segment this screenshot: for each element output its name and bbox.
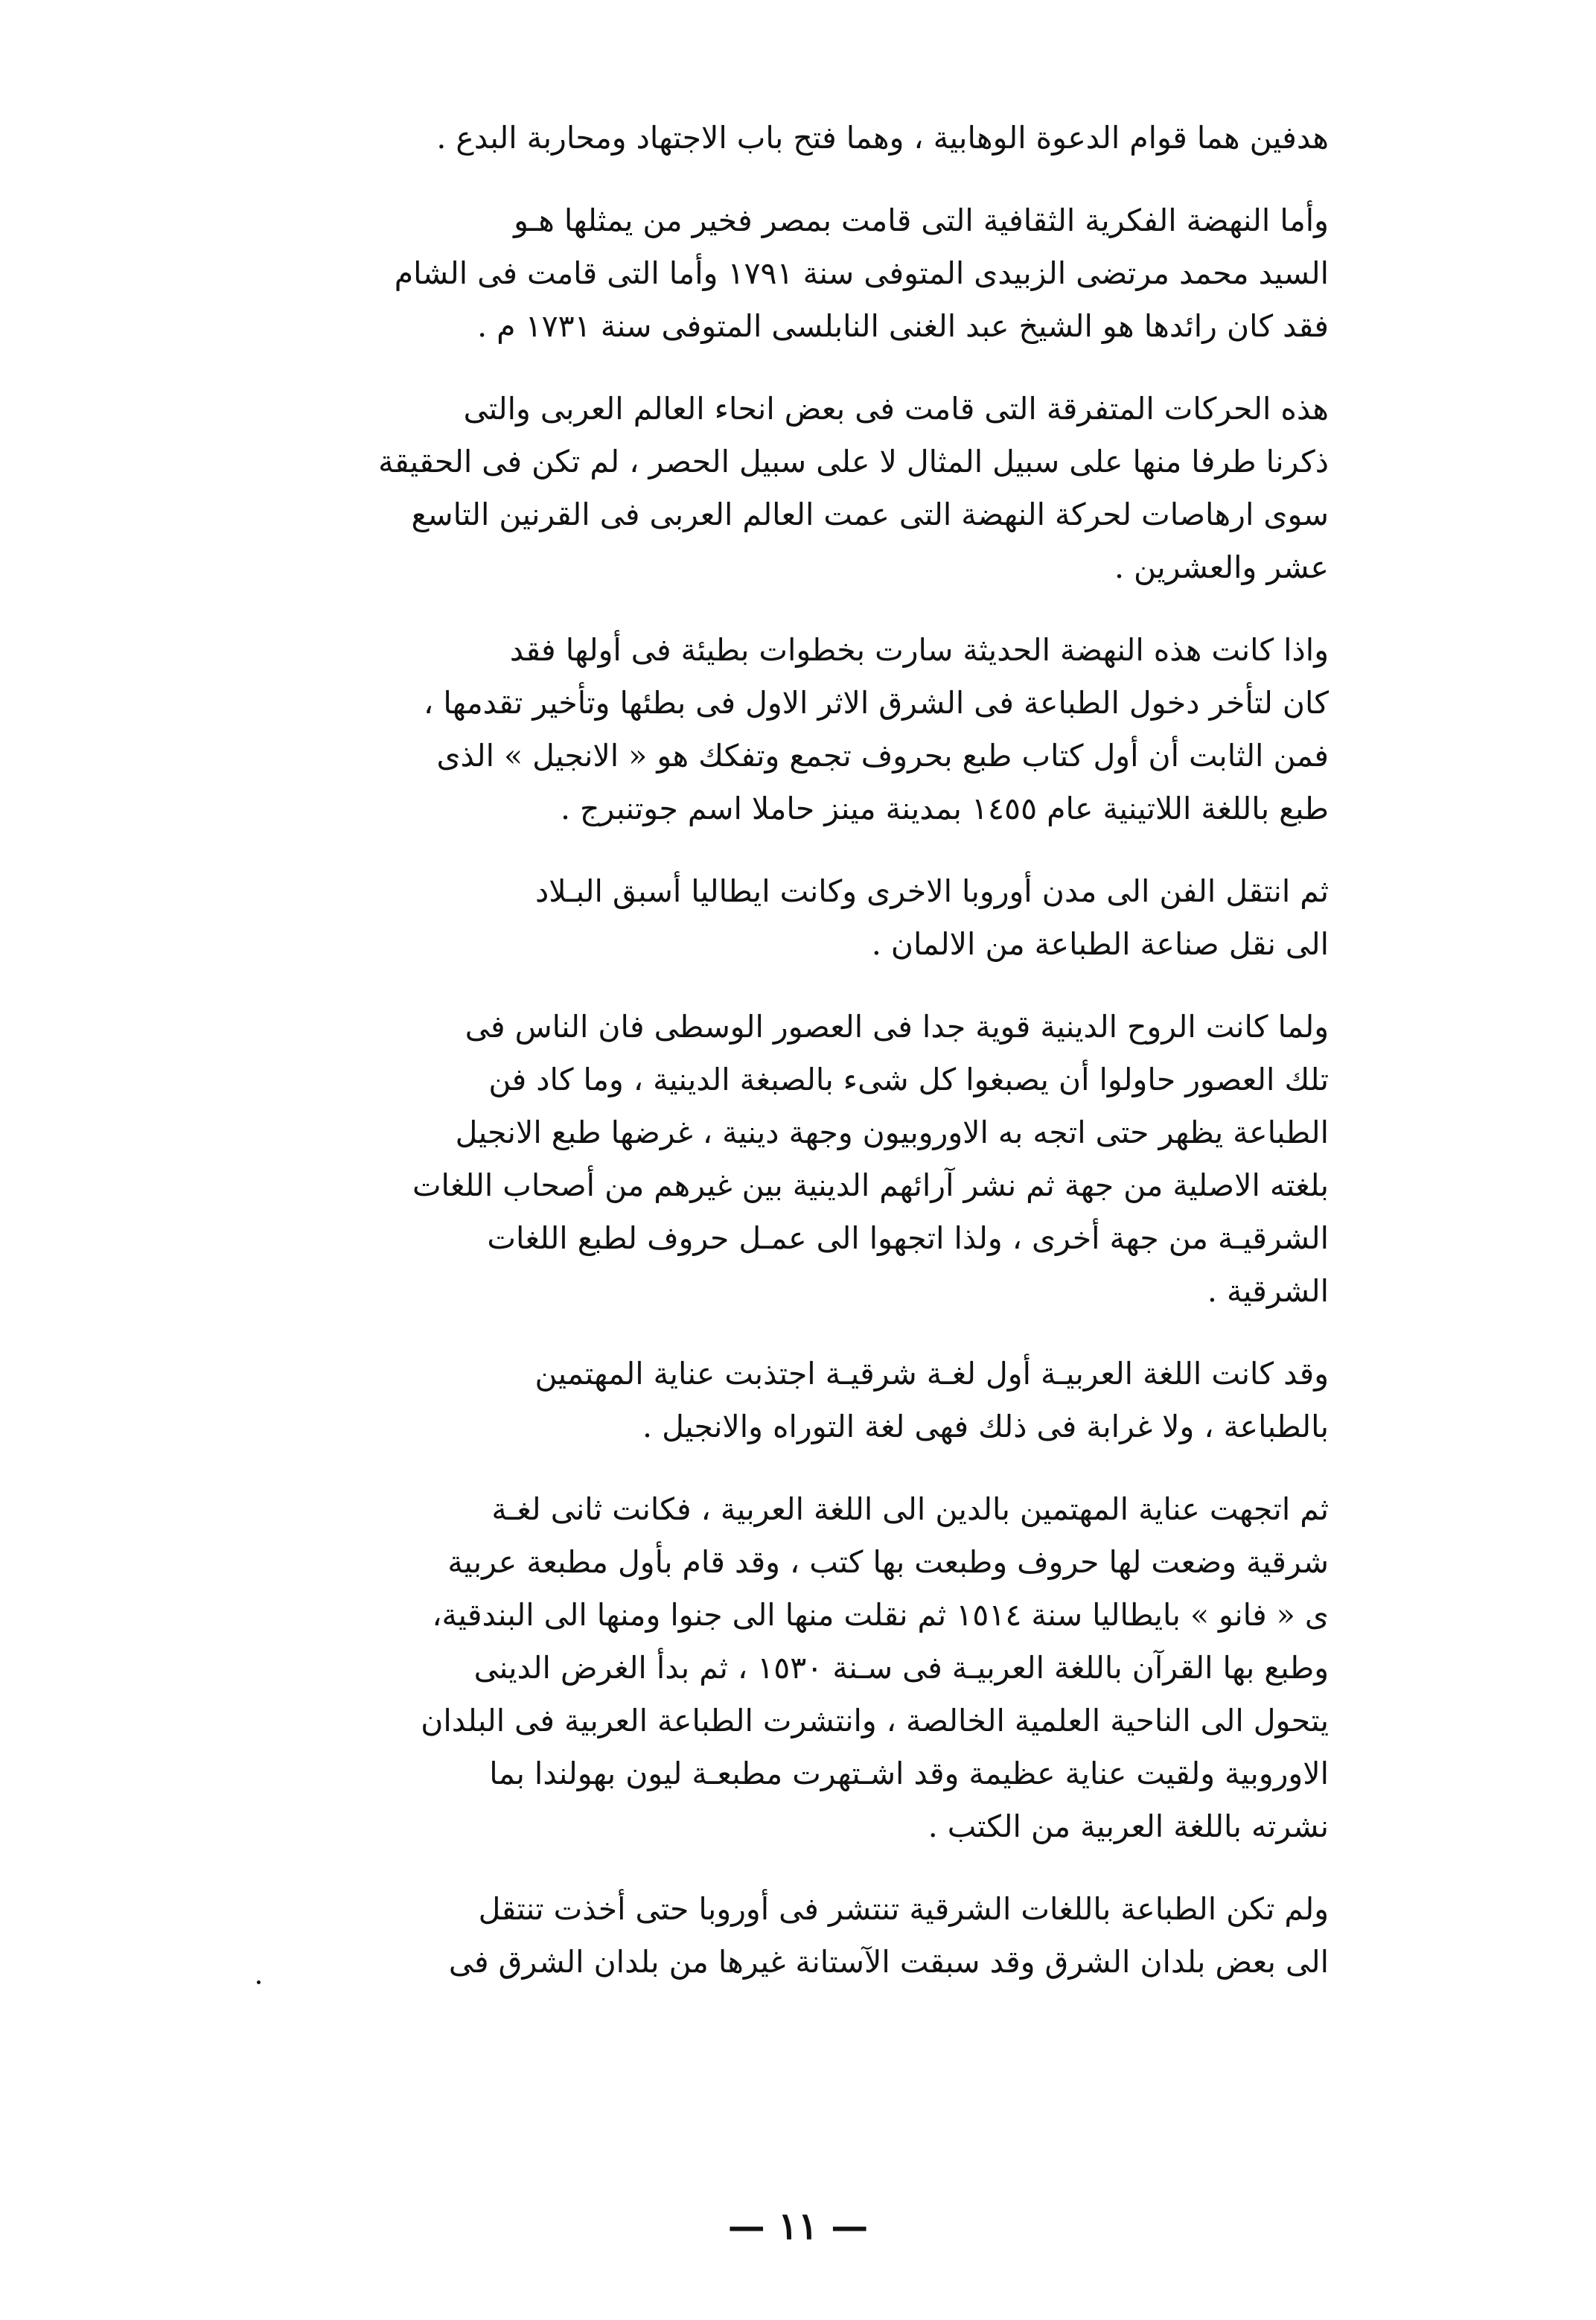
paragraph [257,624,1329,835]
stray-dot-mark [257,1980,261,1984]
text-line: بلغته الاصلية من جهة ثم نشر آرائهم الدينية بين غيرهم من أصحاب اللغات [412,1167,1329,1203]
paragraph [257,1348,1329,1453]
text-line: فمن الثابت أن أول كتاب طبع بحروف تجمع وتفكك هو « الانجيل » الذى [436,738,1329,774]
paragraph [257,1483,1329,1853]
text-line: بالطباعة ، ولا غرابة فى ذلك فهى لغة التوراه والانجيل . [642,1409,1329,1444]
text-line: ثم اتجهت عناية المهتمين بالدين الى اللغة العربية ، فكانت ثانى لغـة [491,1491,1329,1527]
text-line: ولم تكن الطباعة باللغات الشرقية تنتشر فى أوروبا حتى أخذت تنتقل [478,1891,1329,1927]
text-line: الى بعض بلدان الشرق وقد سبقت الآستانة غيرها من بلدان الشرق فى [448,1944,1329,1980]
text-line: الشرقية . [1207,1273,1329,1309]
page-number: — ١١ — [727,2204,869,2248]
text-line: ولما كانت الروح الدينية قوية جدا فى العصور الوسطى فان الناس فى [465,1009,1329,1045]
text-line: الاوروبية ولقيت عناية عظيمة وقد اشـتهرت مطبعـة ليون بهولندا بما [489,1756,1329,1791]
text-line: نشرته باللغة العربية من الكتب . [928,1808,1329,1844]
text-line: يتحول الى الناحية العلمية الخالصة ، وانتشرت الطباعة العربية فى البلدان [421,1703,1329,1739]
text-line: الشرقيـة من جهة أخرى ، ولذا اتجهوا الى عمـل حروف لطبع اللغات [487,1220,1329,1256]
text-line: السيد محمد مرتضى الزبيدى المتوفى سنة ١٧٩١ وأما التى قامت فى الشام [394,255,1329,291]
text-line: كان لتأخر دخول الطباعة فى الشرق الاثر الاول فى بطئها وتأخير تقدمها ، [424,685,1329,721]
paragraph [257,1883,1329,1989]
text-line: الطباعة يظهر حتى اتجه به الاوروبيون وجهة دينية ، غرضها طبع الانجيل [455,1115,1329,1150]
text-line: سوى ارهاصات لحركة النهضة التى عمت العالم العربى فى القرنين التاسع [411,497,1329,532]
text-line: وأما النهضة الفكرية الثقافية التى قامت بمصر فخير من يمثلها هـو [514,203,1329,238]
body-text [257,112,1329,2018]
text-line: وطبع بها القرآن باللغة العربيـة فى سـنة ١٥٣٠ ، ثم بدأ الغرض الدينى [473,1650,1329,1686]
paragraph [257,865,1329,971]
text-line: تلك العصور حاولوا أن يصبغوا كل شىء بالصبغة الدينية ، وما كاد فن [488,1062,1329,1097]
text-line: ى « فانو » بايطاليا سنة ١٥١٤ ثم نقلت منها الى جنوا ومنها الى البندقية، [432,1597,1329,1633]
paragraph [257,112,1329,165]
text-line: شرقية وضعت لها حروف وطبعت بها كتب ، وقد قام بأول مطبعة عربية [447,1544,1329,1580]
text-line: ذكرنا طرفا منها على سبيل المثال لا على سبيل الحصر ، لم تكن فى الحقيقة [378,444,1329,479]
text-line: هذه الحركات المتفرقة التى قامت فى بعض انحاء العالم العربى والتى [463,391,1329,427]
text-line: ثم انتقل الفن الى مدن أوروبا الاخرى وكانت ايطاليا أسبق البـلاد [534,873,1329,909]
paragraph [257,194,1329,353]
text-line: الى نقل صناعة الطباعة من الالمان . [871,926,1329,962]
paragraph [257,383,1329,594]
text-line: هدفين هما قوام الدعوة الوهابية ، وهما فتح باب الاجتهاد ومحاربة البدع . [436,120,1329,156]
text-line: طبع باللغة اللاتينية عام ١٤٥٥ بمدينة مينز حاملا اسم جوتنبرج . [560,791,1329,826]
text-line: واذا كانت هذه النهضة الحديثة سارت بخطوات بطيئة فى أولها فقد [509,632,1329,668]
text-line: وقد كانت اللغة العربيـة أول لغـة شرقيـة اجتذبت عناية المهتمين [534,1356,1329,1392]
text-line: عشر والعشرين . [1114,549,1329,585]
text-line: فقد كان رائدها هو الشيخ عبد الغنى النابلسى المتوفى سنة ١٧٣١ م . [477,308,1329,344]
paragraph [257,1001,1329,1318]
